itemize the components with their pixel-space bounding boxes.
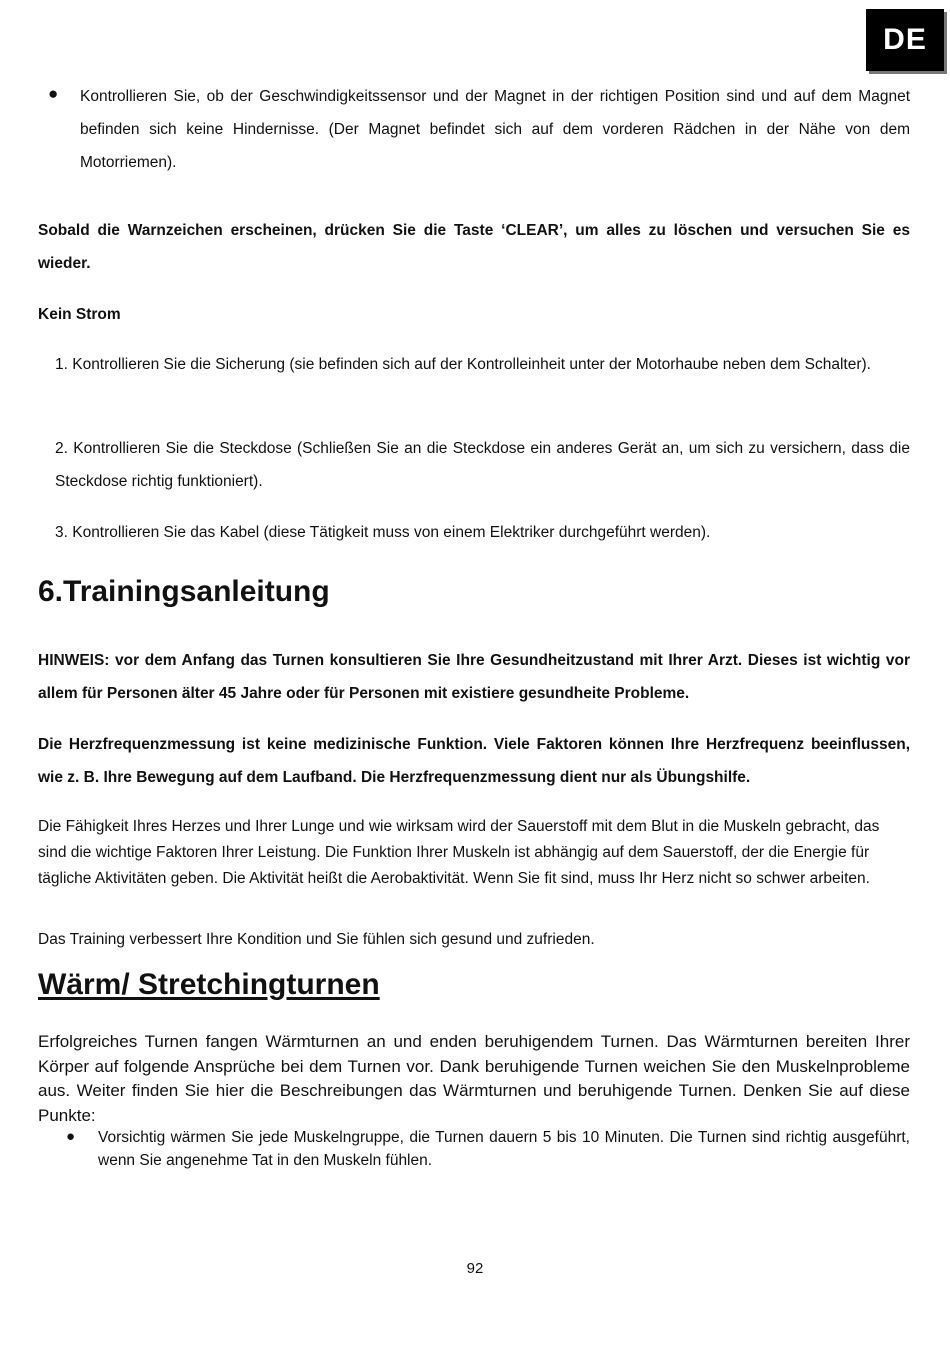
warmup-intro: Erfolgreiches Turnen fangen Wärmturnen an und enden beruhigendem Turnen. Das Wärmturnen bereiten Ihrer Körper auf folgende Ansprüche bei dem Turnen vor. Dank beruhigende Turnen weichen Sie den Muskelnprobleme aus. Weiter finden Sie hier die Beschreibungen das Wärmturnen und beruhigende Turnen. Denken Sie auf diese Punkte: [38,1032,910,1125]
warning-note: Sobald die Warnzeichen erscheinen, drücken Sie die Taste ‘CLEAR’, um alles zu löschen und versuchen Sie es wieder. [38,222,910,272]
no-power-title: Kein Strom [38,306,121,323]
hinweis-note: HINWEIS: vor dem Anfang das Turnen konsultieren Sie Ihre Gesundheitzustand mit Ihrer Arzt. Dieses ist wichtig vor allem für Personen älter 45 Jahre oder für Personen mit existiere gesundheite Probleme. [38,652,910,702]
no-power-step-2: 2. Kontrollieren Sie die Steckdose (Schließen Sie an die Steckdose ein anderes Gerät an, um sich zu versichern, dass die Steckdose richtig funktioniert). [55,440,910,490]
section-title: 6.Trainingsanleitung [38,575,330,608]
no-power-step-1: 1. Kontrollieren Sie die Sicherung (sie befinden sich auf der Kontrolleinheit unter der Motorhaube neben dem Schalter). [55,356,871,373]
bullet-icon: ● [66,1128,76,1145]
ability-paragraph: Die Fähigkeit Ihres Herzes und Ihrer Lunge und wie wirksam wird der Sauerstoff mit dem Blut in die Muskeln gebracht, das sind die wichtige Faktoren Ihrer Leistung. Die Funktion Ihrer Muskeln ist abhängig auf dem Sauerstoff, der die Energie für tägliche Aktivitäten geben. Die Aktivität heißt die Aerobaktivität. Wenn Sie fit sind, muss Ihr Herz nicht so schwer arbeiten. [38,818,880,887]
heart-rate-note: Die Herzfrequenzmessung ist keine medizinische Funktion. Viele Faktoren können Ihre Herzfrequenz beeinflussen, wie z. B. Ihre Bewegung auf dem Laufband. Die Herzfrequenzmessung dient nur als Übungshilfe. [38,736,910,786]
language-badge: DE [866,9,944,71]
warmup-title: Wärm/ Stretchingturnen [38,968,380,1001]
bullet-icon: ● [48,84,59,103]
no-power-step-3: 3. Kontrollieren Sie das Kabel (diese Tätigkeit muss von einem Elektriker durchgeführt werden). [55,524,711,541]
warmup-bullet: Vorsichtig wärmen Sie jede Muskelngruppe, die Turnen dauern 5 bis 10 Minuten. Die Turnen sind richtig ausgeführt, wenn Sie angenehme Tat in den Muskeln fühlen. [98,1129,910,1169]
page-number: 92 [466,1260,484,1277]
training-paragraph: Das Training verbessert Ihre Kondition und Sie fühlen sich gesund und zufrieden. [38,931,595,948]
sensor-check-bullet: Kontrollieren Sie, ob der Geschwindigkeitssensor und der Magnet in der richtigen Position sind und auf dem Magnet befinden sich keine Hindernisse. (Der Magnet befindet sich auf dem vorderen Rädchen in der Nähe von dem Motorriemen). [80,88,910,171]
